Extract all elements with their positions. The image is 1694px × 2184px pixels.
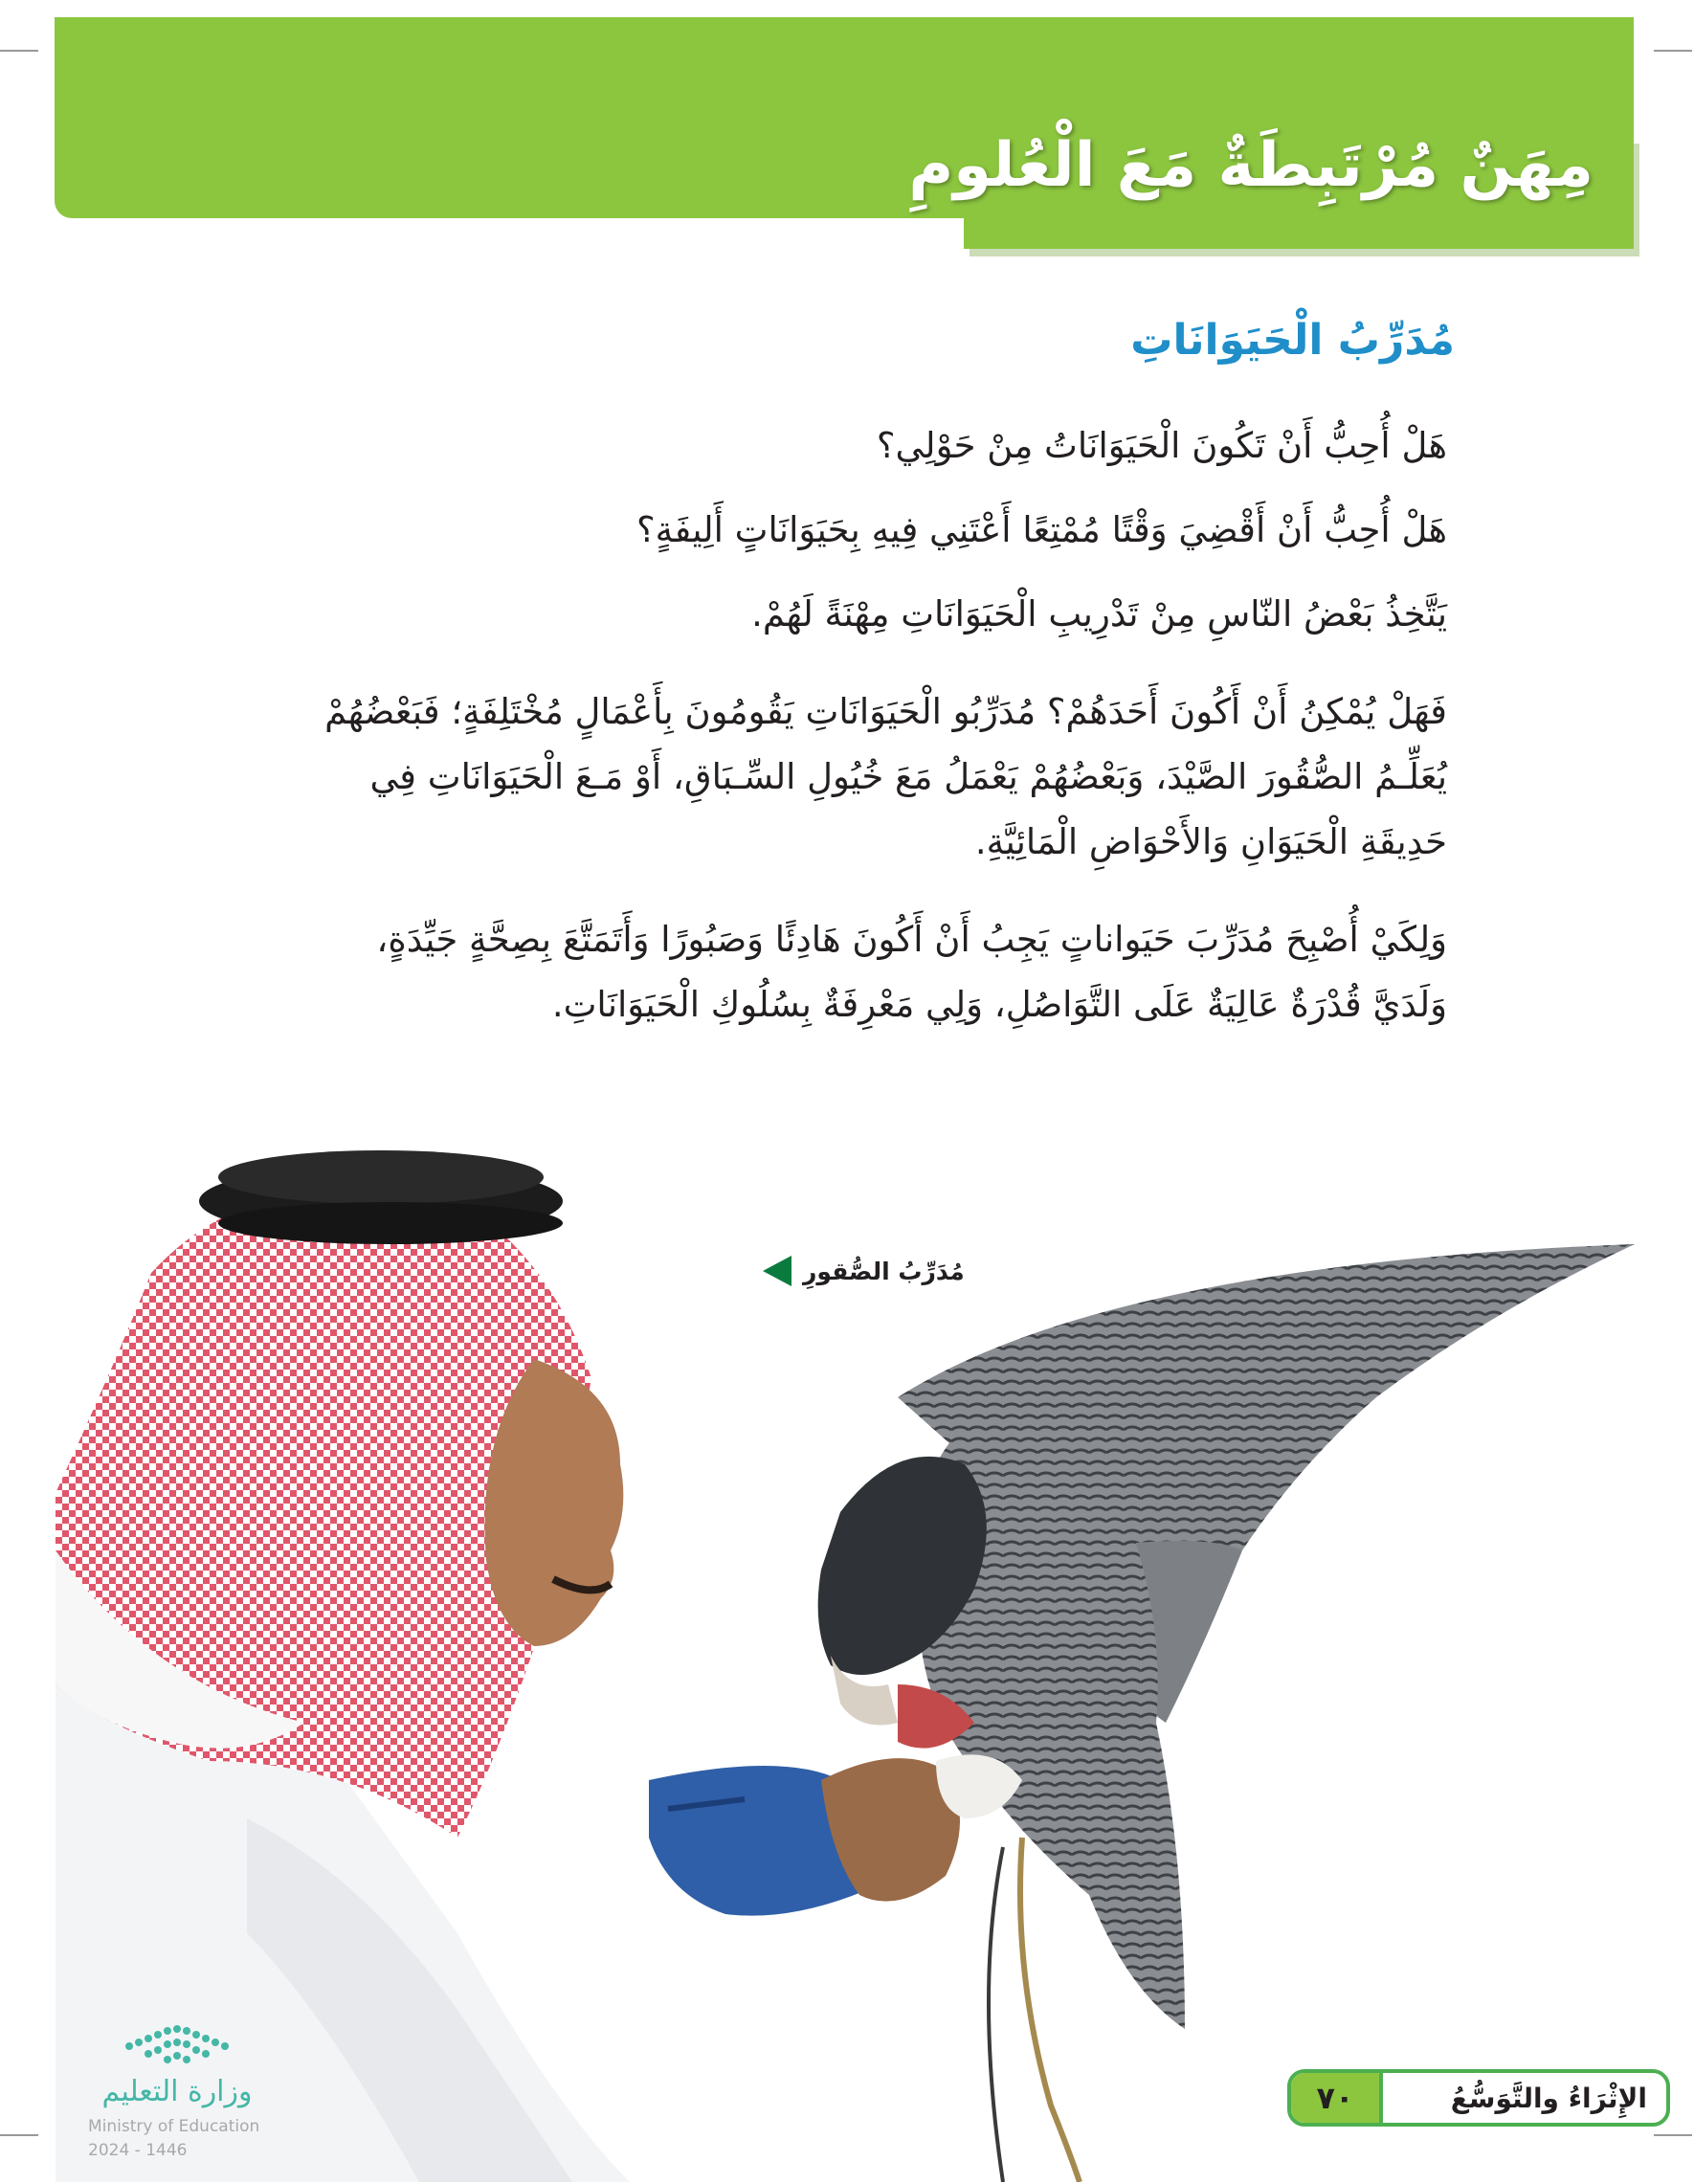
crop-mark <box>1654 50 1692 52</box>
paragraph-line: يَتَّخِذُ بَعْضُ النّاسِ مِنْ تَدْرِيبِ الْحَيَوَانَاتِ مِهْنَةً لَهُمْ. <box>751 593 1447 635</box>
page-title: مِهَنٌ مُرْتَبِطَةٌ مَعَ الْعُلومِ <box>908 130 1594 201</box>
paragraph-line: فَهَلْ يُمْكِنُ أَنْ أَكُونَ أَحَدَهُمْ؟ مُدَرِّبُو الْحَيَوَانَاتِ يَقُومُونَ بِأَعْمَالٍ مُخْتَلِفَةٍ؛ فَبَعْضُهُمْ <box>324 691 1447 732</box>
page-number: ٧٠ <box>1291 2073 1383 2123</box>
paragraph-line: حَدِيقَةِ الْحَيَوَانِ وَالأَحْوَاضِ الْمَائِيَّةِ. <box>974 821 1447 862</box>
footer-section-label: الإِثْرَاءُ والتَّوَسُّعُ <box>1450 2082 1647 2114</box>
crop-mark <box>1654 2134 1692 2136</box>
falconer-photo <box>56 1148 1637 2182</box>
ministry-name-ar: وزارة التعليم <box>101 2075 253 2108</box>
ministry-emblem-icon <box>86 2021 268 2069</box>
paragraph-line: وَلِكَيْ أُصْبِحَ مُدَرِّبَ حَيَواناتٍ يَجِبُ أَنْ أَكُونَ هَادِئًا وَصَبُورًا وَأَتَمَتَّعَ بِصِحَّةٍ جَيِّدَةٍ، <box>376 919 1447 960</box>
edition-year: 2024 - 1446 <box>88 2141 188 2160</box>
paragraph-line: هَلْ أُحِبُّ أَنْ أَقْضِيَ وَقْتًا مُمْتِعًا أَعْتَنِي فِيهِ بِحَيَوَانَاتٍ أَلِيفَةٍ؟ <box>636 509 1447 550</box>
caption-text: مُدَرِّبُ الصُّقورِ <box>803 1257 965 1285</box>
ministry-logo <box>86 2019 278 2173</box>
crop-mark <box>0 2134 38 2136</box>
paragraph-line: وَلَدَيَّ قُدْرَةٌ عَالِيَةٌ عَلَى التَّوَاصُلِ، وَلِي مَعْرِفَةٌ بِسُلُوكِ الْحَيَوَانَاتِ. <box>551 984 1447 1025</box>
ministry-name-en: Ministry of Education <box>88 2117 260 2136</box>
caption-arrow-icon <box>763 1256 791 1286</box>
paragraph-line: يُعَلِّـمُ الصُّقُورَ الصَّيْدَ، وَبَعْضُهُمْ يَعْمَلُ مَعَ خُيُولِ السِّـبَاقِ، أَوْ مَـعَ الْحَيَوَانَاتِ فِي <box>369 756 1447 797</box>
figure-caption <box>763 1256 965 1286</box>
section-subtitle: مُدَرِّبُ الْحَيَوَانَاتِ <box>1130 316 1455 365</box>
paragraph-line: هَلْ أُحِبُّ أَنْ تَكُونَ الْحَيَوَانَاتُ مِنْ حَوْلِي؟ <box>876 425 1447 466</box>
crop-mark <box>0 50 38 52</box>
